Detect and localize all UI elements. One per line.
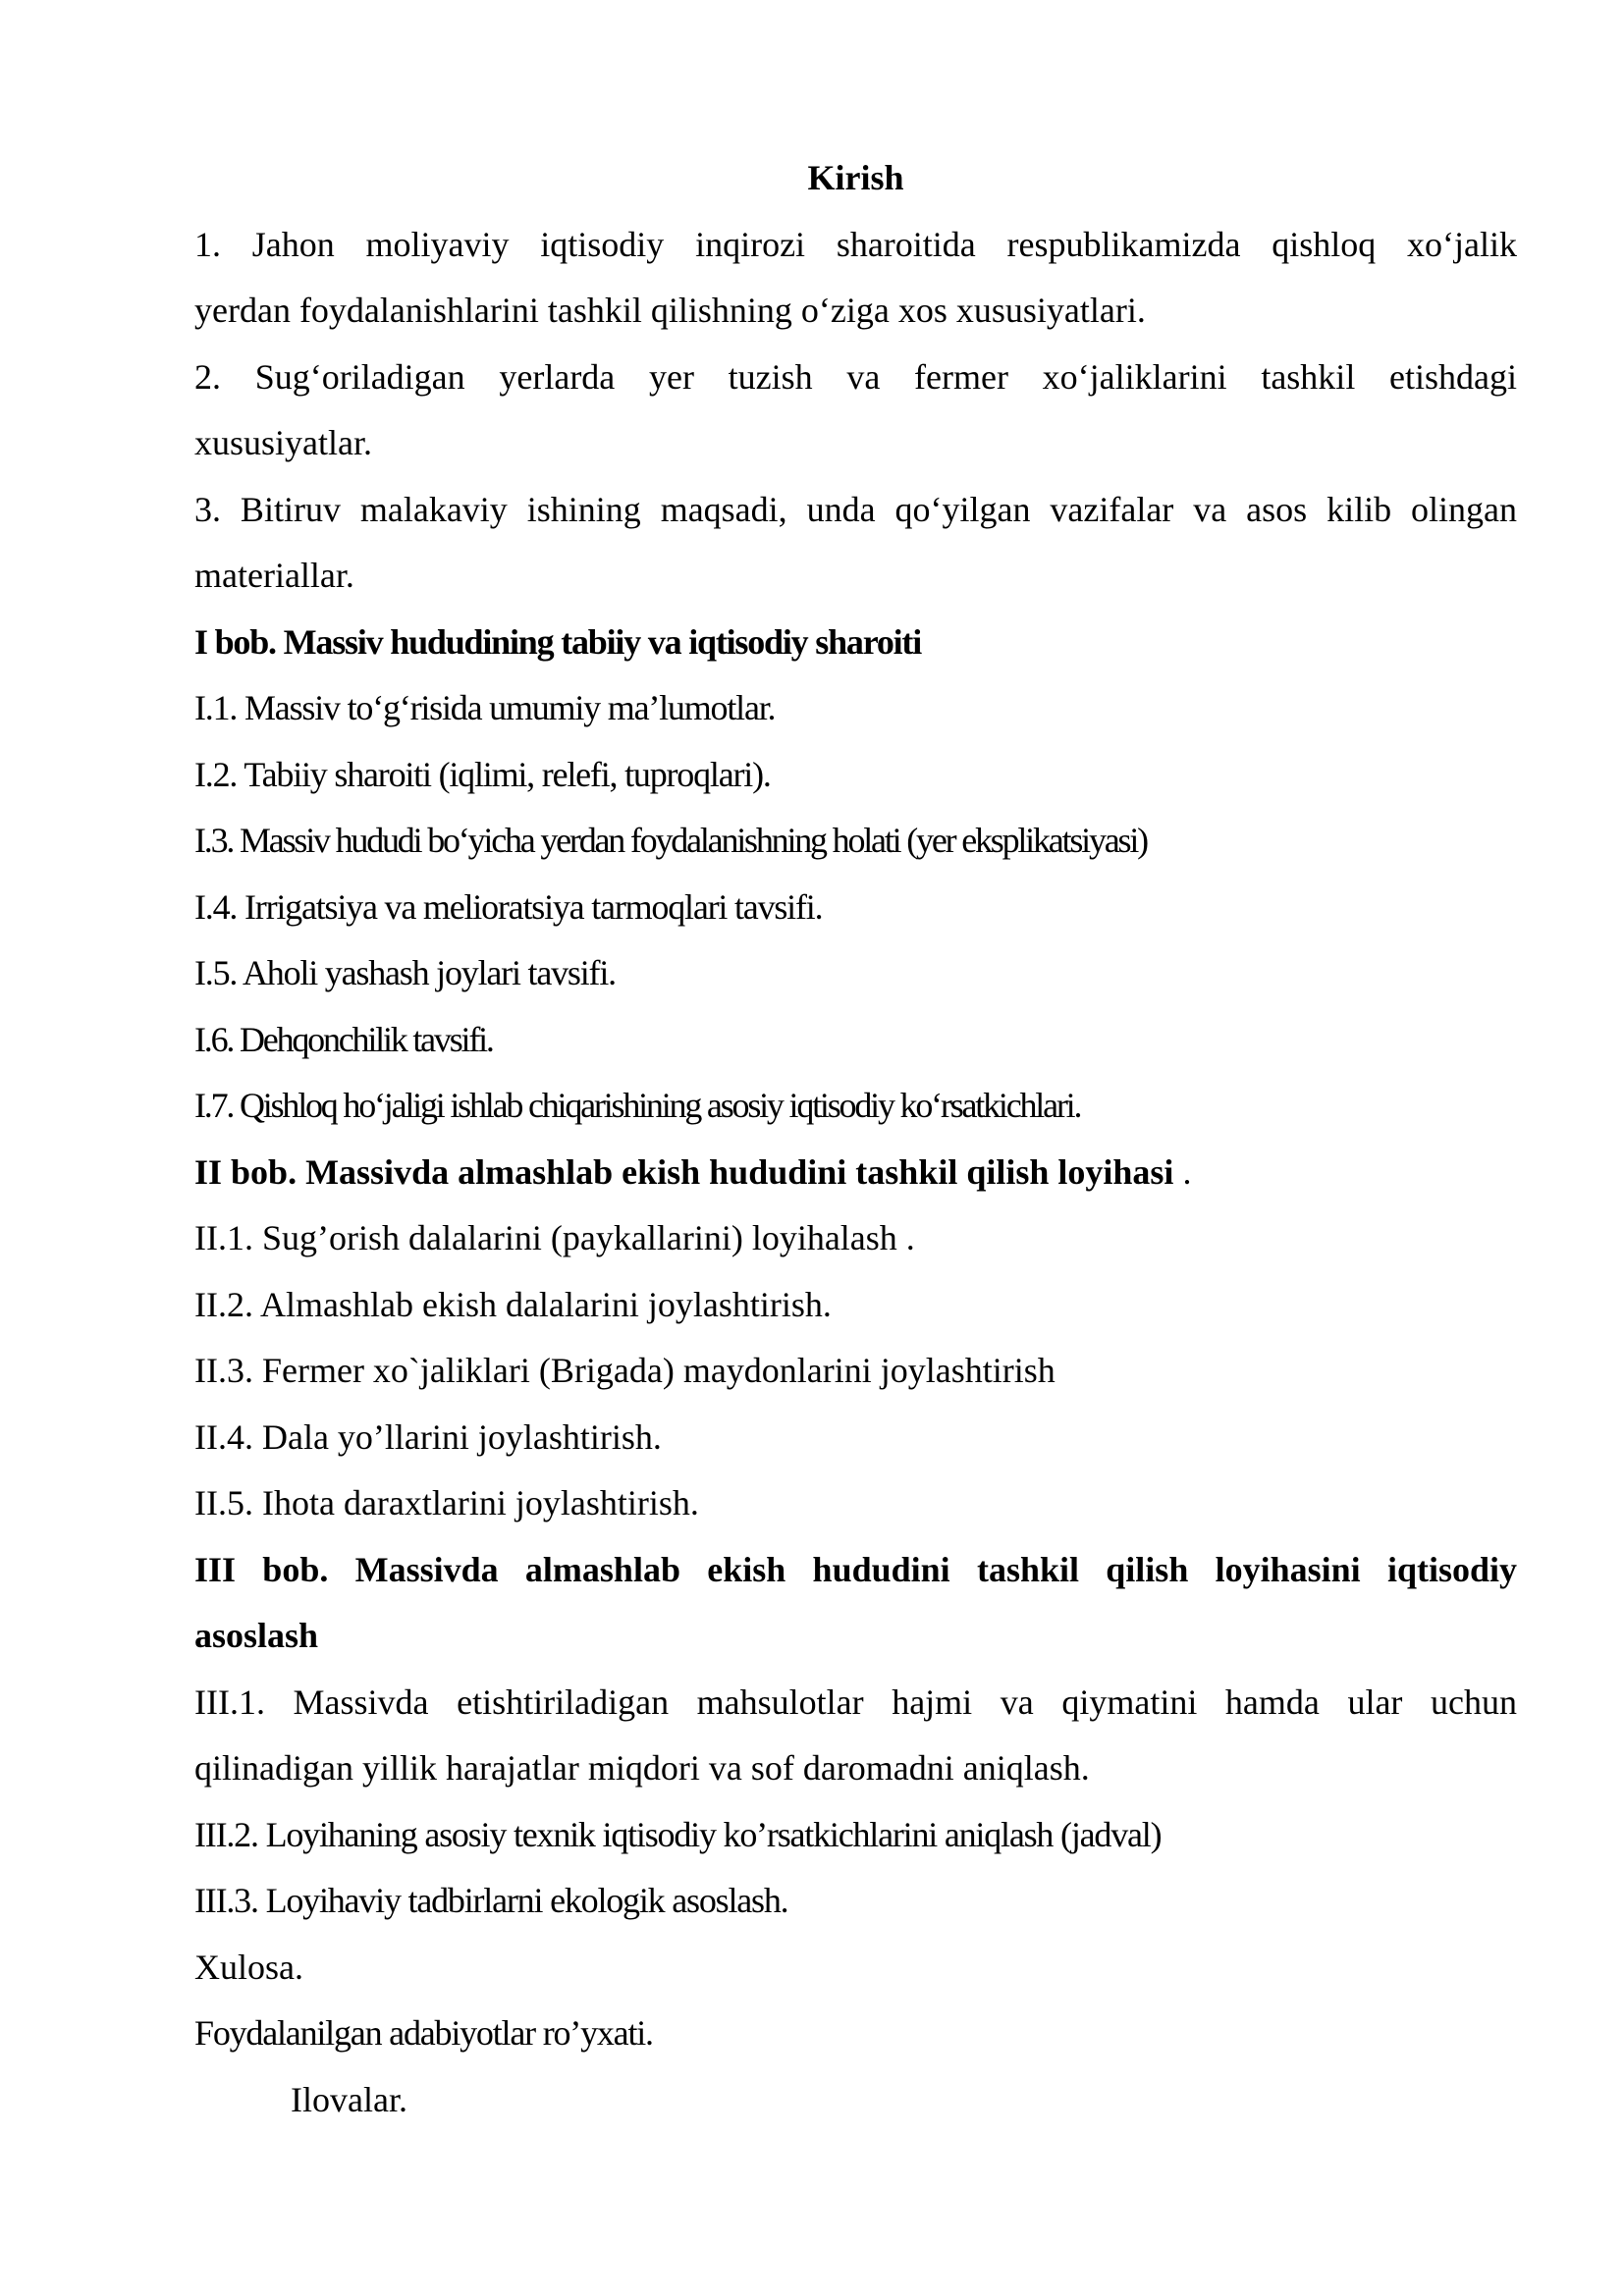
chapter-1-heading: I bob. Massiv hududining tabiiy va iqtisodiy sharoiti <box>194 621 922 662</box>
conclusion-entry: Xulosa. <box>194 1947 303 1987</box>
chapter-2-item-5: II.5. Ihota daraxtlarini joylashtirish. <box>194 1483 699 1522</box>
references-entry: Foydalanilgan adabiyotlar ro’yxati. <box>194 2013 653 2053</box>
chapter-1-item-3: I.3. Massiv hududi bo‘yicha yerdan foydalanishning holati (yer eksplikatsiyasi) <box>194 821 1147 860</box>
chapter-1-item-2: I.2. Tabiiy sharoiti (iqlimi, relefi, tuproqlari). <box>194 754 771 794</box>
page-title: Kirish <box>807 158 904 197</box>
appendices-entry: Ilovalar. <box>291 2079 407 2119</box>
chapter-1-item-6: I.6. Dehqonchilik tavsifi. <box>194 1019 493 1059</box>
chapter-3-heading-line-1: III bob. Massivda almashlab ekish hududini tashkil qilish loyihasini iqtisodiy <box>194 1549 1517 1589</box>
intro-item-2-line-2: xususiyatlar. <box>194 423 372 462</box>
chapter-1-item-7: I.7. Qishloq ho‘jaligi ishlab chiqarishining asosiy iqtisodiy ko‘rsatkichlari. <box>194 1086 1081 1125</box>
chapter-2-item-2: II.2. Almashlab ekish dalalarini joylashtirish. <box>194 1284 832 1324</box>
intro-item-3-line-1: 3. Bitiruv malakaviy ishining maqsadi, unda qo‘yilgan vazifalar va asos kilib olingan <box>194 489 1517 529</box>
chapter-2-item-3: II.3. Fermer xo`jaliklari (Brigada) maydonlarini joylashtirish <box>194 1351 1056 1390</box>
intro-item-1-line-1: 1. Jahon moliyaviy iqtisodiy inqirozi sharoitida respublikamizda qishloq xo‘jalik <box>194 224 1517 264</box>
chapter-3-item-1-line-1: III.1. Massivda etishtiriladigan mahsulotlar hajmi va qiymatini hamda ular uchun <box>194 1682 1517 1722</box>
chapter-2-heading: II bob. Massivda almashlab ekish hududini tashkil qilish loyihasi <box>194 1151 1174 1192</box>
table-of-contents <box>194 145 1517 2133</box>
chapter-2-item-4: II.4. Dala yo’llarini joylashtirish. <box>194 1416 662 1457</box>
intro-item-1-line-2: yerdan foydalanishlarini tashkil qilishning o‘ziga xos xususiyatlari. <box>194 291 1146 330</box>
chapter-2-heading-suffix: . <box>1173 1151 1192 1192</box>
intro-item-3-line-2: materiallar. <box>194 556 354 595</box>
chapter-2-item-1: II.1. Sug’orish dalalarini (paykallarini) loyihalash . <box>194 1218 915 1257</box>
chapter-2-heading-line <box>194 1140 1517 1206</box>
chapter-3-item-1-line-2: qilinadigan yillik harajatlar miqdori va sof daromadni aniqlash. <box>194 1748 1090 1788</box>
chapter-1-item-4: I.4. Irrigatsiya va melioratsiya tarmoqlari tavsifi. <box>194 886 823 927</box>
chapter-3-heading-line-2: asoslash <box>194 1616 319 1655</box>
chapter-1-item-1: I.1. Massiv to‘g‘risida umumiy ma’lumotlar. <box>194 688 776 727</box>
chapter-1-item-5: I.5. Aholi yashash joylari tavsifi. <box>194 953 616 992</box>
chapter-3-item-2: III.2. Loyihaning asosiy texnik iqtisodiy ko’rsatkichlarini aniqlash (jadval) <box>194 1814 1162 1854</box>
intro-item-2-line-1: 2. Sug‘oriladigan yerlarda yer tuzish va fermer xo‘jaliklarini tashkil etishdagi <box>194 356 1517 397</box>
chapter-3-item-3: III.3. Loyihaviy tadbirlarni ekologik asoslash. <box>194 1881 788 1920</box>
